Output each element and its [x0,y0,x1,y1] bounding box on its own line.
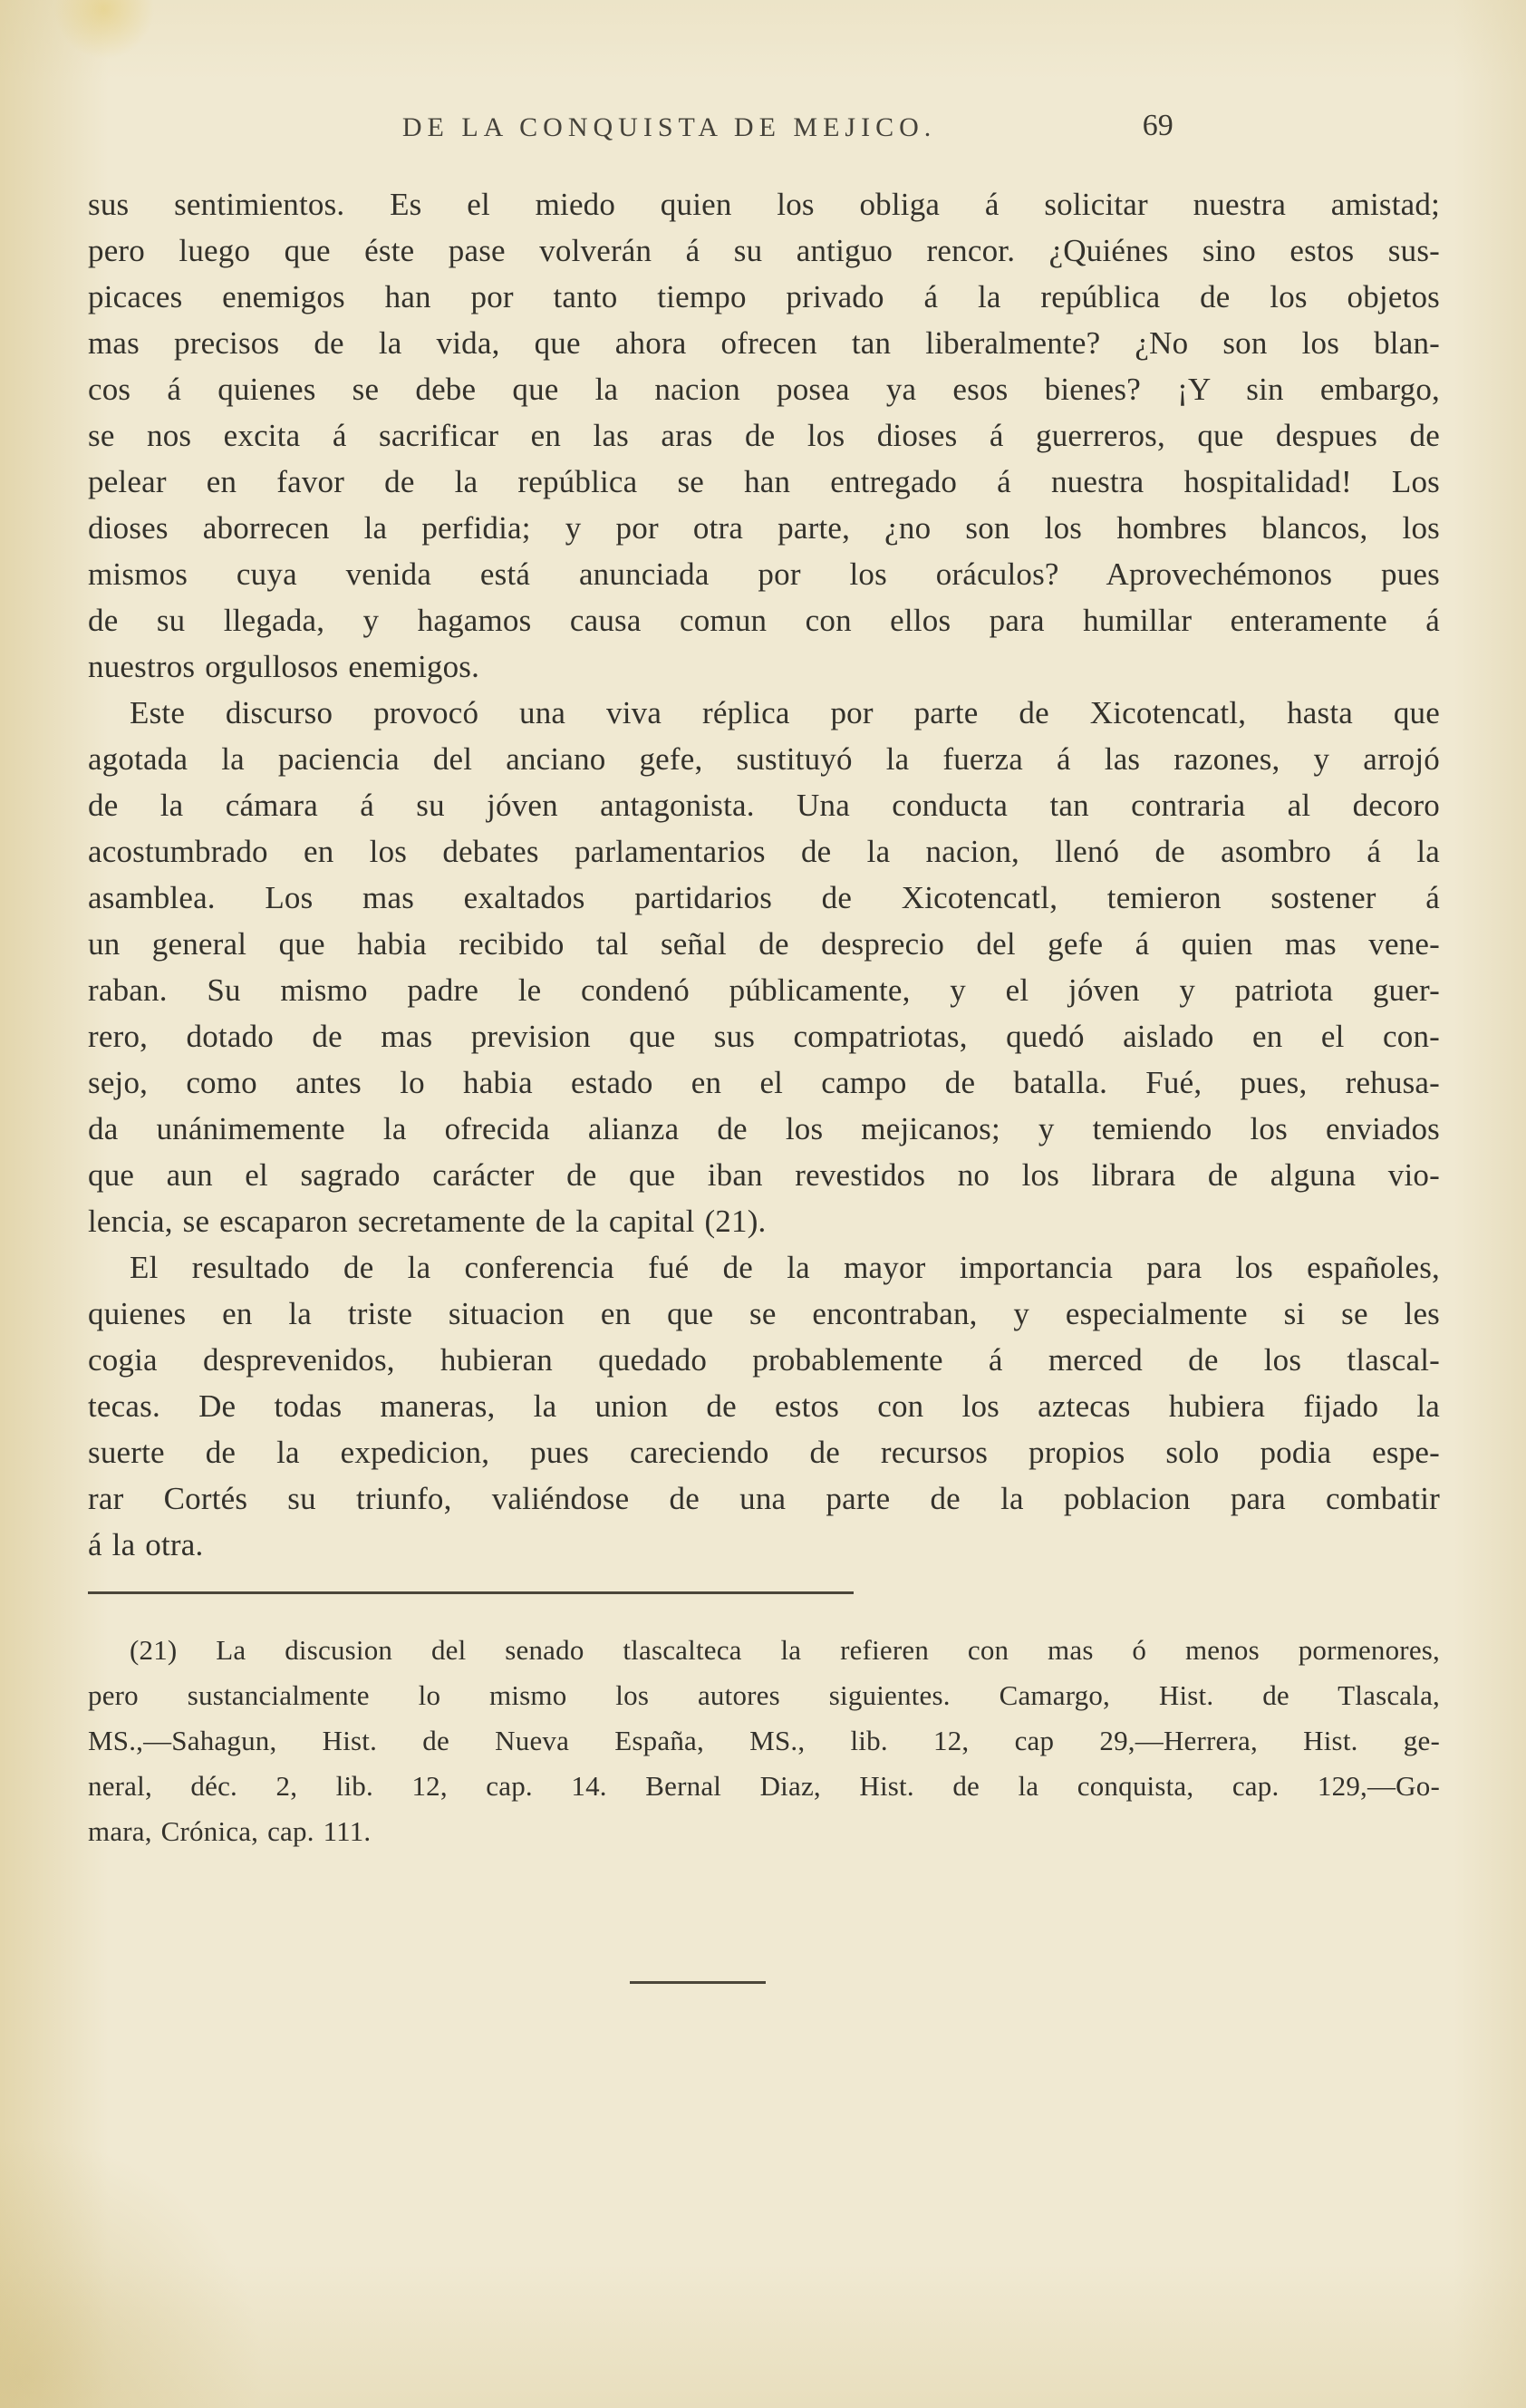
text-line: da unánimemente la ofrecida alianza de los mejicanos; y temiendo los enviados [88,1111,1440,1146]
text-line: de la cámara á su jóven antagonista. Una conducta tan contraria al decoro [88,788,1440,823]
text-line: que aun el sagrado carácter de que iban revestidos no los librara de alguna vio- [88,1157,1440,1193]
text-line: tecas. De todas maneras, la union de estos con los aztecas hubiera fijado la [88,1388,1440,1424]
body-text [88,181,1440,1568]
text-line: quienes en la triste situacion en que se encontraban, y especialmente si se les [88,1296,1440,1331]
text-line: raban. Su mismo padre le condenó públicamente, y el jóven y patriota guer- [88,972,1440,1008]
text-line: de su llegada, y hagamos causa comun con ellos para humillar enteramente á [88,603,1440,638]
text-line: se nos excita á sacrificar en las aras de los dioses á guerreros, que despues de [88,418,1440,453]
text-line: agotada la paciencia del anciano gefe, sustituyó la fuerza á las razones, y arrojó [88,741,1440,777]
text-line: rar Cortés su triunfo, valiéndose de una parte de la poblacion para combatir [88,1481,1440,1516]
text-line: sejo, como antes lo habia estado en el campo de batalla. Fué, pues, rehusa- [88,1065,1440,1100]
text-line: sus sentimientos. Es el miedo quien los obliga á solicitar nuestra amistad; [88,187,1440,222]
text-line: picaces enemigos han por tanto tiempo privado á la república de los objetos [88,279,1440,314]
text-line: dioses aborrecen la perfidia; y por otra parte, ¿no son los hombres blancos, los [88,510,1440,546]
text-line: lencia, se escaparon secretamente de la capital (21). [88,1204,767,1239]
page-header [88,109,1440,149]
text-line: El resultado de la conferencia fué de la mayor importancia para los españoles, [130,1250,1440,1285]
text-line: á la otra. [88,1527,204,1562]
text-line: neral, déc. 2, lib. 12, cap. 14. Bernal Diaz, Hist. de la conquista, cap. 129,—Go- [88,1770,1440,1802]
text-line: mara, Crónica, cap. 111. [88,1815,372,1847]
text-line: asamblea. Los mas exaltados partidarios de Xicotencatl, temieron sostener á [88,880,1440,915]
text-line: cogia desprevenidos, hubieran quedado probablemente á merced de los tlascal- [88,1342,1440,1378]
text-line: (21) La discusion del senado tlascalteca la refieren con mas ó menos pormenores, [130,1634,1440,1666]
paragraph [88,690,1440,1244]
text-line: un general que habia recibido tal señal de desprecio del gefe á quien mas vene- [88,926,1440,962]
text-line: Este discurso provocó una viva réplica por parte de Xicotencatl, hasta que [130,695,1440,730]
text-line: rero, dotado de mas prevision que sus compatriotas, quedó aislado en el con- [88,1019,1440,1054]
text-line: mas precisos de la vida, que ahora ofrecen tan liberalmente? ¿No son los blan- [88,325,1440,361]
page-number: 69 [1142,109,1173,142]
text-line: acostumbrado en los debates parlamentarios de la nacion, llenó de asombro á la [88,834,1440,869]
paragraph [88,181,1440,690]
text-line: cos á quienes se debe que la nacion posea ya esos bienes? ¡Y sin embargo, [88,372,1440,407]
footnote-separator-rule [88,1591,854,1594]
running-title: DE LA CONQUISTA DE MEJICO. [401,112,937,142]
text-line: mismos cuya venida está anunciada por los oráculos? Aprovechémonos pues [88,556,1440,592]
section-end-rule [630,1981,766,1984]
text-line: suerte de la expedicion, pues careciendo de recursos propios solo podia espe- [88,1435,1440,1470]
text-line: pero sustancialmente lo mismo los autores siguientes. Camargo, Hist. de Tlascala, [88,1679,1440,1711]
paragraph [88,1244,1440,1568]
text-line: pelear en favor de la república se han entregado á nuestra hospitalidad! Los [88,464,1440,499]
text-line: MS.,—Sahagun, Hist. de Nueva España, MS., lib. 12, cap 29,—Herrera, Hist. ge- [88,1725,1440,1756]
text-line: pero luego que éste pase volverán á su antiguo rencor. ¿Quiénes sino estos sus- [88,233,1440,268]
text-line: nuestros orgullosos enemigos. [88,649,480,684]
footnote [88,1628,1440,1854]
